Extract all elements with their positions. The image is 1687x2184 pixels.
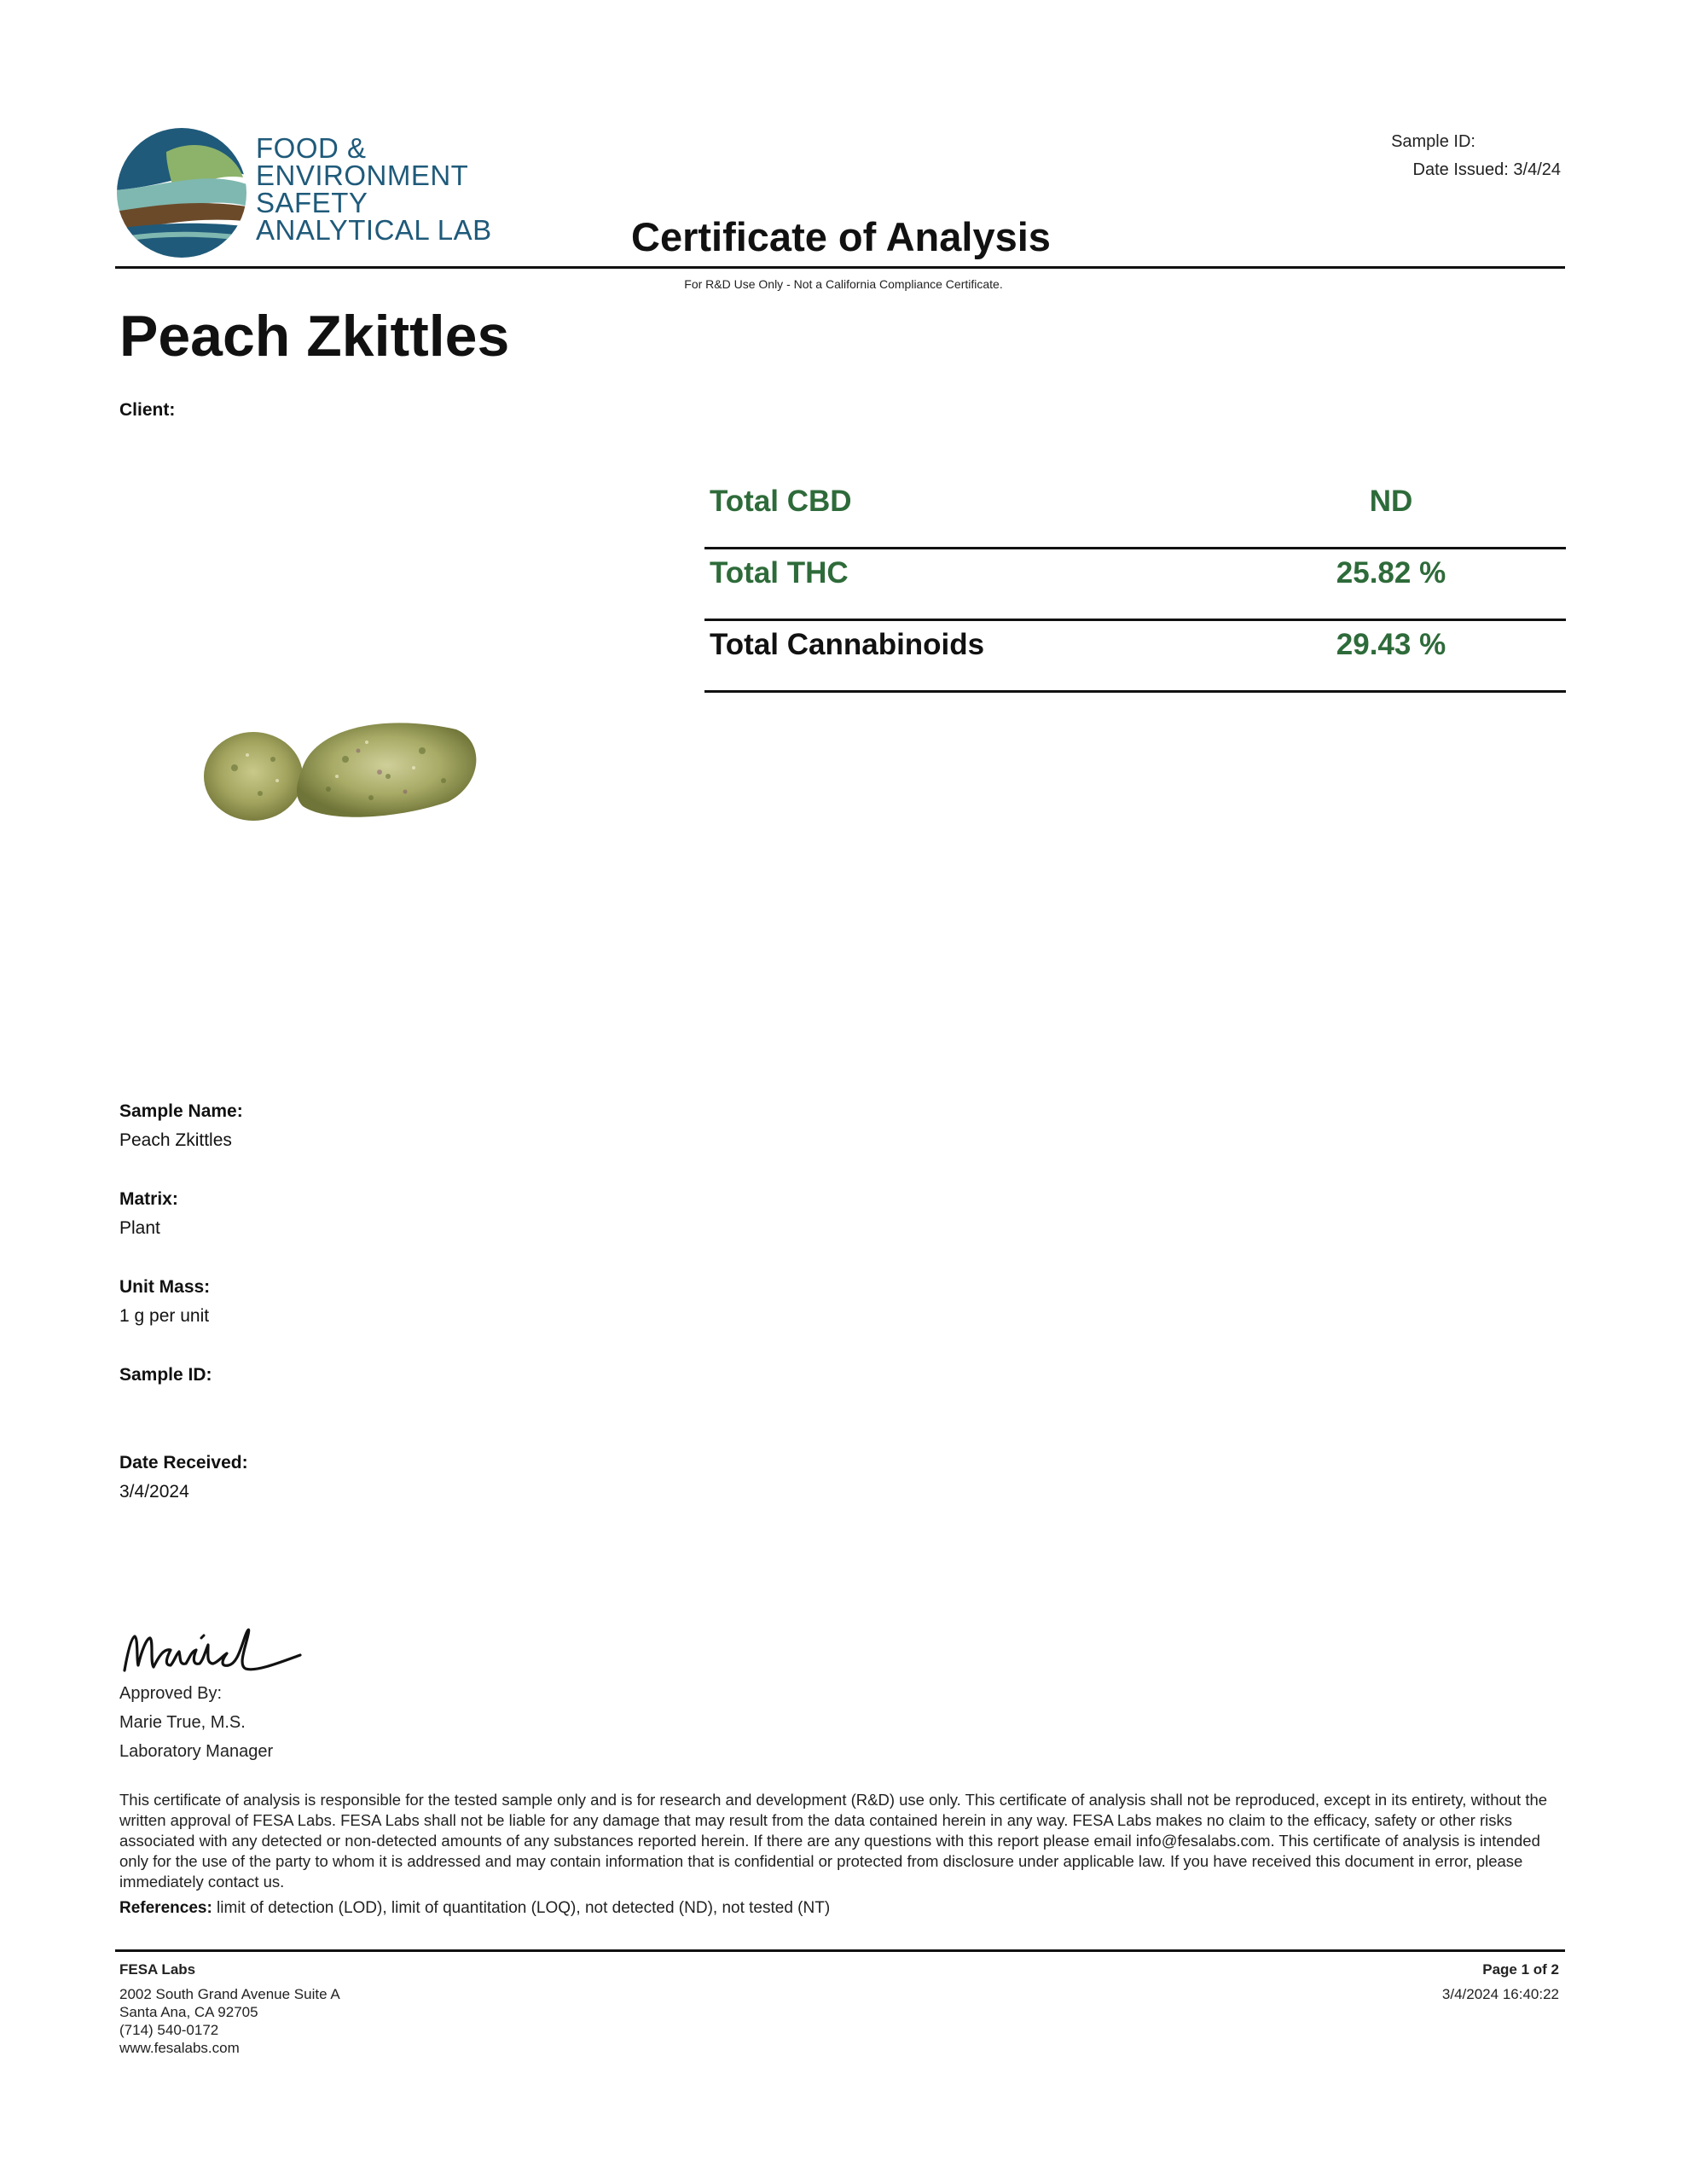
field-value: 3/4/2024: [119, 1482, 189, 1502]
footer-website: www.fesalabs.com: [119, 2040, 240, 2056]
footer-company-info: [119, 1960, 340, 2057]
field-value: Peach Zkittles: [119, 1130, 232, 1150]
field-label: Unit Mass:: [119, 1277, 211, 1297]
product-photo: [200, 691, 482, 845]
lab-logo-icon: [115, 126, 252, 263]
sample-details: [119, 1101, 802, 1540]
rnd-note: For R&D Use Only - Not a California Compliance Certificate.: [684, 277, 1003, 291]
field-label: Sample Name:: [119, 1101, 243, 1121]
document-title: Certificate of Analysis: [631, 214, 1051, 259]
references-text: limit of detection (LOD), limit of quantitation (LOQ), not detected (ND), not tested (NT): [212, 1899, 831, 1917]
approver-title: Laboratory Manager: [119, 1742, 274, 1761]
field-sample-id: [119, 1364, 802, 1452]
field-value: 1 g per unit: [119, 1306, 210, 1326]
result-value: ND: [1369, 485, 1413, 518]
field-unit-mass: [119, 1276, 802, 1364]
result-label: Total Cannabinoids: [710, 628, 985, 661]
lab-logo-wordmark: [256, 132, 492, 246]
signature: [119, 1612, 307, 1681]
header-sample-id: Sample ID:: [1391, 132, 1475, 151]
page-number: Page 1 of 2: [1482, 1961, 1559, 1978]
field-matrix: [119, 1188, 802, 1276]
footer-company: FESA Labs: [119, 1961, 196, 1978]
footer-timestamp: 3/4/2024 16:40:22: [1441, 1986, 1559, 2002]
result-label: Total THC: [710, 556, 849, 590]
field-date-received: [119, 1452, 802, 1540]
header-divider: [115, 266, 1565, 269]
logo-line: ENVIRONMENT: [256, 160, 469, 191]
footer-address-line: Santa Ana, CA 92705: [119, 2004, 258, 2020]
results-summary: [704, 478, 1566, 693]
cannabis-bud-image: [200, 691, 482, 845]
logo-line: FOOD &: [256, 132, 367, 164]
footer-address-line: 2002 South Grand Avenue Suite A: [119, 1986, 340, 2002]
result-value: 25.82 %: [1336, 556, 1446, 590]
disclaimer: This certificate of analysis is responsible for the tested sample only and is for research and development (R&D) use only. This certificate of analysis shall not be reproduced, except in its entirety, without the written approval of FESA Labs. FESA Labs shall not be liable for any damage that may result from the data contained herein in any way. FESA Labs makes no claim to the efficacy, safety or other risks associated with any detected or non-detected amounts of any substances reported herein. If there are any questions with this report please email info@fesalabs.com. This certificate of analysis is intended only for the use of the party to whom it is addressed and may contain information that is confidential or protected from disclosure under applicable law. If you have received this document in error, please immediately contact us.: [119, 1791, 1548, 1891]
approval-block: [119, 1679, 273, 1766]
field-sample-name: [119, 1101, 802, 1188]
result-row-total-thc: [704, 549, 1566, 621]
approved-by-label: Approved By:: [119, 1684, 223, 1703]
field-label: Matrix:: [119, 1189, 178, 1209]
result-value: 29.43 %: [1336, 628, 1446, 661]
logo-line: ANALYTICAL LAB: [256, 214, 492, 246]
result-row-total-cbd: [704, 478, 1566, 549]
field-value: Plant: [119, 1218, 160, 1238]
references-label: References:: [119, 1899, 212, 1917]
signature-icon: [119, 1612, 307, 1681]
field-label: Date Received:: [119, 1453, 248, 1472]
field-value: [119, 1393, 802, 1415]
product-name: Peach Zkittles: [119, 304, 510, 369]
header-date-issued: Date Issued: 3/4/24: [1412, 160, 1561, 179]
approver-name: Marie True, M.S.: [119, 1713, 246, 1732]
footer-phone: (714) 540-0172: [119, 2022, 219, 2038]
header-meta: [1391, 128, 1561, 184]
lab-logo: [115, 126, 492, 263]
footer-divider: [115, 1949, 1565, 1952]
result-label: Total CBD: [710, 485, 852, 518]
footer-page-info: [1442, 1960, 1559, 2003]
references: [119, 1899, 830, 1918]
field-label: Sample ID:: [119, 1365, 212, 1385]
client-label: Client:: [119, 400, 176, 420]
logo-line: SAFETY: [256, 187, 368, 218]
result-row-total-cannabinoids: [704, 621, 1566, 693]
